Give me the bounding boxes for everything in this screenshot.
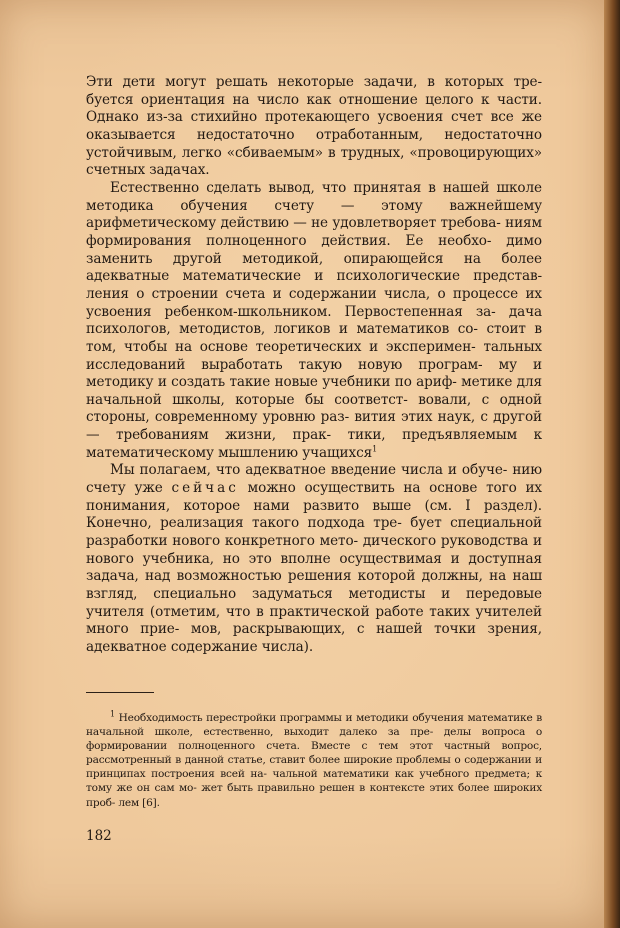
text-line: недостаточно устойчивым, легко «сбиваемым» в трудных,: [86, 126, 542, 161]
paragraph-1: [86, 74, 542, 180]
text-line: буется ориентация на число как отношение целого к: [86, 91, 490, 108]
footnote-line: широкие проблемы о содержании и принципах построения всей на-: [86, 754, 542, 781]
text-line: решения которой должны, на наш взгляд, специально: [86, 568, 542, 603]
text-line: вития этих наук, с другой — требованиям жизни, прак-: [86, 409, 542, 444]
text-line: му и методику и создать такие новые учебники по ариф-: [86, 356, 542, 391]
paragraph-3: [86, 462, 542, 656]
text-line: Мы полагаем, что адекватное введение числа и обуче-: [110, 462, 508, 479]
text-line: осуществимая и доступная задача, над возможностью: [86, 550, 542, 585]
footnote-line: Необходимость перестройки программы и методики обучения: [118, 712, 464, 724]
text-line: метике для начальной школы, которые бы соответст-: [86, 374, 542, 408]
text-line: учащихся: [302, 444, 373, 461]
text-line: дача психологов, методистов, логиков и математиков со-: [86, 303, 542, 338]
footnote-line: делы вопроса о формировании полноценного счета. Вместе с тем: [86, 726, 542, 753]
text-line: того их понимания, которое нами развито выше: [86, 480, 542, 514]
text-line: части. Однако из-за стихийно протекающего усвоения: [86, 91, 542, 126]
footnote-line: лем [6].: [118, 796, 160, 809]
book-spine-edge: [604, 0, 620, 928]
text-line: Эти дети могут решать некоторые задачи, в которых тре-: [86, 74, 542, 90]
text-line: ниям формирования полноценного действия. Ее необхо-: [86, 215, 542, 249]
footnote-line: жет быть правильно решен в контексте этих более широких проб-: [86, 782, 542, 809]
text-line: нию счету уже: [86, 462, 542, 497]
text-line: дического руководства и нового учебника, но это вполне: [86, 533, 542, 567]
page-number: 182: [86, 828, 112, 844]
text-line: содержание числа).: [170, 639, 314, 655]
text-line: их усвоения ребенком-школьником. Первостепенная за-: [86, 285, 542, 320]
paragraph-2: [86, 180, 542, 463]
text-line: бует специальной разработки нового конкретного мето-: [86, 515, 542, 550]
text-line: счет все же оказывается недостаточно отработанным,: [86, 109, 542, 143]
text-line: стоит в том, чтобы на основе теоретических и эксперимен-: [86, 321, 542, 355]
footnote-line: математике в начальной школе, естественно, выходит далеко за пре-: [86, 712, 543, 739]
text-line: вовали, с одной стороны, современному уровню раз-: [86, 391, 543, 426]
footnote-paragraph: [86, 711, 542, 810]
text-line: димо заменить другой методикой, опирающейся на более: [86, 232, 542, 267]
text-line: что в практической работе таких учителей много прие-: [86, 603, 542, 638]
footnote-mark: 1: [110, 709, 115, 719]
footnote-reference[interactable]: 1: [372, 444, 378, 454]
footnote: [86, 711, 542, 810]
main-text: [86, 74, 542, 657]
text-line: (см. I раздел). Конечно, реализация такого подхода тре-: [86, 497, 543, 532]
text-line: адекватные математические и психологические представ-: [86, 268, 542, 285]
text-line: задуматься методисты и передовые учителя (отметим,: [86, 586, 542, 620]
text-line: ления о строении счета и содержании числа, о процессе: [86, 285, 519, 302]
text-line: мов, раскрывающих, с нашей точки зрения, адекватное: [86, 621, 542, 655]
footnote-divider: [86, 692, 154, 693]
text-line: школе методика обучения счету — этому важнейшему: [86, 179, 542, 214]
footnote-line: этот частный вопрос, рассмотренный в данной статье, ставит более: [86, 740, 542, 767]
footnote-line: чальной математики как учебного предмета; к тому же он сам мо-: [86, 768, 542, 795]
text-line: Естественно сделать вывод, что принятая в нашей: [110, 179, 490, 196]
text-line: «провоцирующих» счетных задачах.: [86, 144, 542, 179]
text-line: тальных исследований выработать такую новую програм-: [86, 338, 542, 373]
text-line: можно осуществить на основе: [238, 480, 478, 497]
text-line: тики, предъявляемым к математическому мышлению: [86, 427, 542, 461]
text-line: арифметическому действию — не удовлетворяет требова-: [86, 215, 501, 232]
emphasized-word: сейчас: [171, 480, 239, 497]
